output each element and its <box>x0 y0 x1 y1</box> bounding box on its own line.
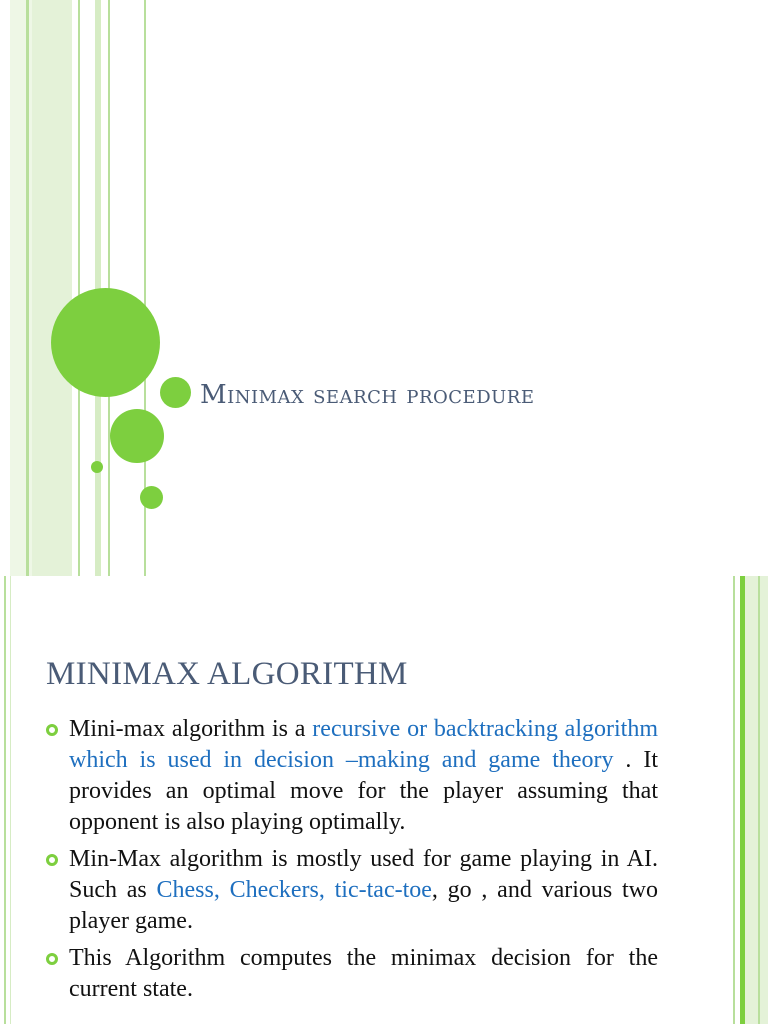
decorative-circle-small <box>160 377 191 408</box>
bullet-text: , go , and various two player game. <box>69 877 658 934</box>
decorative-dot <box>91 461 103 473</box>
decorative-circle-medium <box>110 409 164 463</box>
decorative-stripe <box>32 0 72 576</box>
bullet-list <box>46 714 658 1011</box>
bullet-ring-icon <box>46 953 58 965</box>
slide-title: Minimax search procedure <box>200 380 535 410</box>
highlighted-text: recursive or backtracking algorithm which is used in decision –making and game theory <box>69 716 658 773</box>
decorative-line <box>26 0 29 576</box>
highlighted-text: Chess, Checkers, tic-tac-toe <box>156 877 432 903</box>
decorative-line <box>733 576 735 1024</box>
list-item <box>46 844 658 937</box>
slide-heading: MINIMAX ALGORITHM <box>46 656 408 692</box>
bullet-ring-icon <box>46 724 58 736</box>
bullet-text: Min-Max algorithm is mostly used for game playing in AI. Such as <box>69 846 658 903</box>
decorative-circle-small <box>140 486 163 509</box>
bullet-ring-icon <box>46 854 58 866</box>
decorative-circle-large <box>51 288 160 397</box>
decorative-line <box>10 576 11 1024</box>
decorative-line <box>78 0 80 576</box>
content-slide <box>0 576 768 1024</box>
bullet-text: This Algorithm computes the minimax decision for the current state. <box>69 945 658 1002</box>
list-item <box>46 943 658 1005</box>
bullet-text: Mini-max algorithm is a <box>69 716 313 742</box>
decorative-line <box>4 576 6 1024</box>
decorative-line <box>758 576 760 1024</box>
bullet-text: . It provides an optimal move for the player assuming that opponent is also playing optimally. <box>69 747 658 835</box>
list-item <box>46 714 658 838</box>
decorative-stripe <box>745 576 768 1024</box>
